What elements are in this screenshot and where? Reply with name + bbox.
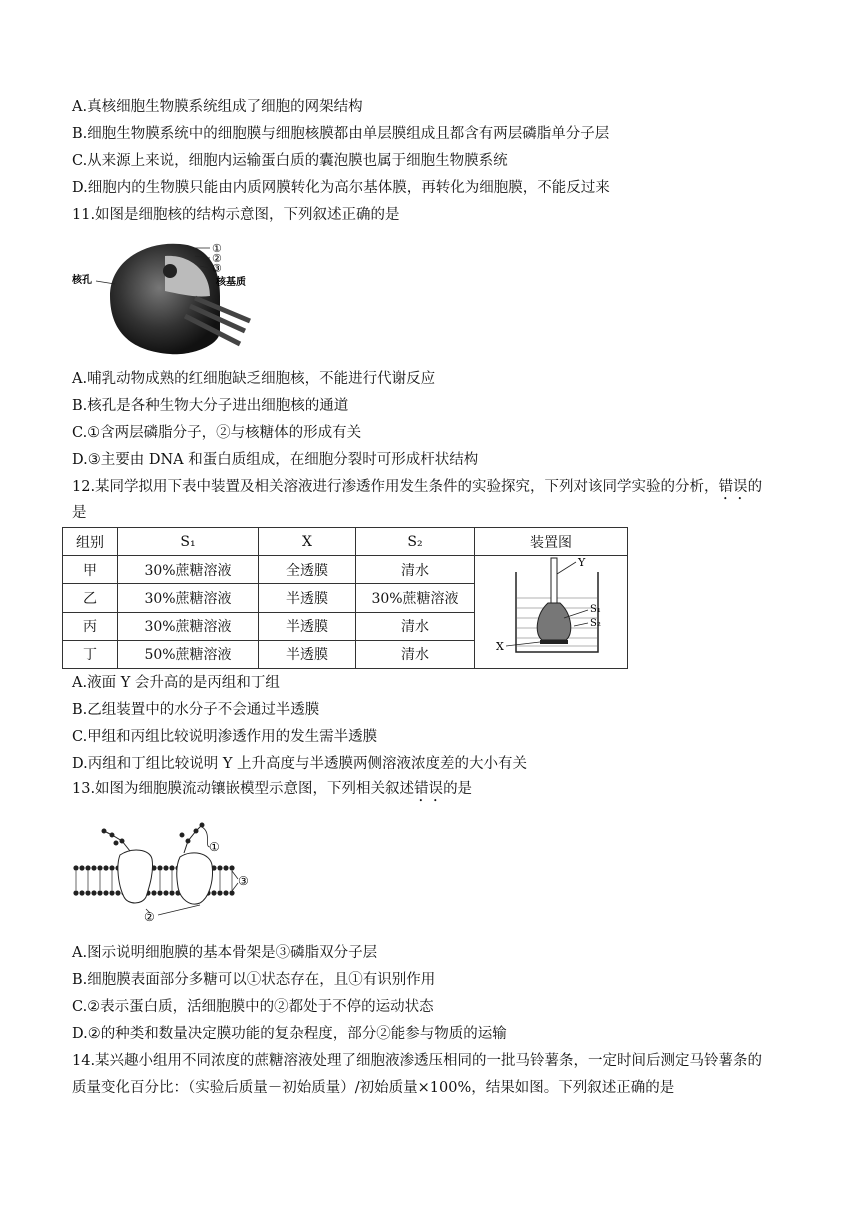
q12-emphasis: 错误 xyxy=(718,479,748,495)
q13-option-c: C.②表示蛋白质，活细胞膜中的②都处于不停的运动状态 xyxy=(72,999,434,1015)
osmosis-experiment-table xyxy=(62,527,628,669)
table-header: 组别 xyxy=(63,528,118,556)
glycocalyx-chains xyxy=(102,823,204,853)
table-cell: 30%蔗糖溶液 xyxy=(356,584,475,612)
label-s1: S₁ xyxy=(590,604,601,615)
table-cell: 30%蔗糖溶液 xyxy=(118,556,259,584)
tube-shape xyxy=(551,558,557,603)
q12-option-d: D.丙组和丁组比较说明 Y 上升高度与半透膜两侧溶液浓度差的大小有关 xyxy=(72,756,528,772)
fluid-mosaic-model-figure xyxy=(72,813,262,933)
leader-x xyxy=(506,642,540,646)
q13-option-d: D.②的种类和数量决定膜功能的复杂程度，部分②能参与物质的运输 xyxy=(72,1026,507,1042)
table-header: S₂ xyxy=(356,528,475,556)
q12-stem-line2: 是 xyxy=(72,505,87,521)
label-y: Y xyxy=(578,556,586,569)
q10-option-d: D.细胞内的生物膜只能由内质网膜转化为高尔基体膜，再转化为细胞膜，不能反过来 xyxy=(72,180,610,196)
q10-option-b: B.细胞生物膜系统中的细胞膜与细胞核膜都由单层膜组成且都含有两层磷脂单分子层 xyxy=(72,126,610,142)
q11-option-d: D.③主要由 DNA 和蛋白质组成，在细胞分裂时可形成杆状结构 xyxy=(72,452,479,468)
table-cell: 清水 xyxy=(356,556,475,584)
table-header-row xyxy=(63,528,628,556)
q13-option-b: B.细胞膜表面部分多糖可以①状态存在，且①有识别作用 xyxy=(72,972,436,988)
nucleus-structure-figure xyxy=(70,236,270,360)
table-header: S₁ xyxy=(118,528,259,556)
table-cell: 全透膜 xyxy=(259,556,356,584)
table-cell: 半透膜 xyxy=(259,612,356,640)
q12-option-a: A.液面 Y 会升高的是丙组和丁组 xyxy=(72,675,280,691)
q11-stem: 11.如图是细胞核的结构示意图，下列叙述正确的是 xyxy=(72,207,400,223)
label-matrix: 核基质 xyxy=(216,277,246,288)
label-1: ① xyxy=(212,242,222,255)
table-header: 装置图 xyxy=(475,528,628,556)
label-x: X xyxy=(496,640,504,653)
table-cell: 乙 xyxy=(63,584,118,612)
q14-stem-line2: 质量变化百分比：（实验后质量－初始质量）/初始质量×100%，结果如图。下列叙述正确的是 xyxy=(72,1080,675,1096)
osmosis-apparatus-figure xyxy=(476,556,626,664)
q14-stem-line1: 14.某兴趣小组用不同浓度的蔗糖溶液处理了细胞液渗透压相同的一批马铃薯条，一定时间后测定马铃薯条的 xyxy=(72,1053,763,1069)
table-row xyxy=(63,556,628,584)
table-cell: 半透膜 xyxy=(259,640,356,668)
label-3: ③ xyxy=(212,262,222,275)
protein-shape-2 xyxy=(177,853,213,904)
label-2: ② xyxy=(212,252,222,265)
label-2: ② xyxy=(144,910,155,924)
leader-y xyxy=(557,562,576,574)
table-cell: 丙 xyxy=(63,612,118,640)
table-cell: 甲 xyxy=(63,556,118,584)
table-header: X xyxy=(259,528,356,556)
nucleolus-shape xyxy=(163,264,177,278)
q13-option-a: A.图示说明细胞膜的基本骨架是③磷脂双分子层 xyxy=(72,945,378,961)
table-cell: 30%蔗糖溶液 xyxy=(118,612,259,640)
label-s2: S₂ xyxy=(590,618,601,629)
table-cell: 丁 xyxy=(63,640,118,668)
q12-option-b: B.乙组装置中的水分子不会通过半透膜 xyxy=(72,702,320,718)
table-cell: 清水 xyxy=(356,612,475,640)
q10-option-a: A.真核细胞生物膜系统组成了细胞的网架结构 xyxy=(72,99,363,115)
membrane-shape xyxy=(540,640,568,644)
label-pore: 核孔 xyxy=(72,275,92,286)
table-cell: 半透膜 xyxy=(259,584,356,612)
leader-s2 xyxy=(574,623,588,626)
table-cell: 50%蔗糖溶液 xyxy=(118,640,259,668)
q10-option-c: C.从来源上来说，细胞内运输蛋白质的囊泡膜也属于细胞生物膜系统 xyxy=(72,153,508,169)
q12-option-c: C.甲组和丙组比较说明渗透作用的发生需半透膜 xyxy=(72,729,378,745)
apparatus-figure-cell xyxy=(475,556,628,669)
q13-emphasis: 错误 xyxy=(414,781,444,797)
q12-stem-line1: 12.某同学拟用下表中装置及相关溶液进行渗透作用发生条件的实验探究，下列对该同学实验的分析，错误的 xyxy=(72,479,763,495)
leader-2b xyxy=(158,905,200,915)
q11-option-c: C.①含两层磷脂分子，②与核糖体的形成有关 xyxy=(72,425,362,441)
table-cell: 30%蔗糖溶液 xyxy=(118,584,259,612)
q11-option-b: B.核孔是各种生物大分子进出细胞核的通道 xyxy=(72,398,349,414)
q11-option-a: A.哺乳动物成熟的红细胞缺乏细胞核，不能进行代谢反应 xyxy=(72,371,436,387)
funnel-bag-shape xyxy=(537,603,571,640)
q13-stem: 13.如图为细胞膜流动镶嵌模型示意图，下列相关叙述错误的是 xyxy=(72,781,473,797)
label-1: ① xyxy=(209,840,220,854)
table-cell: 清水 xyxy=(356,640,475,668)
label-3: ③ xyxy=(238,874,249,888)
